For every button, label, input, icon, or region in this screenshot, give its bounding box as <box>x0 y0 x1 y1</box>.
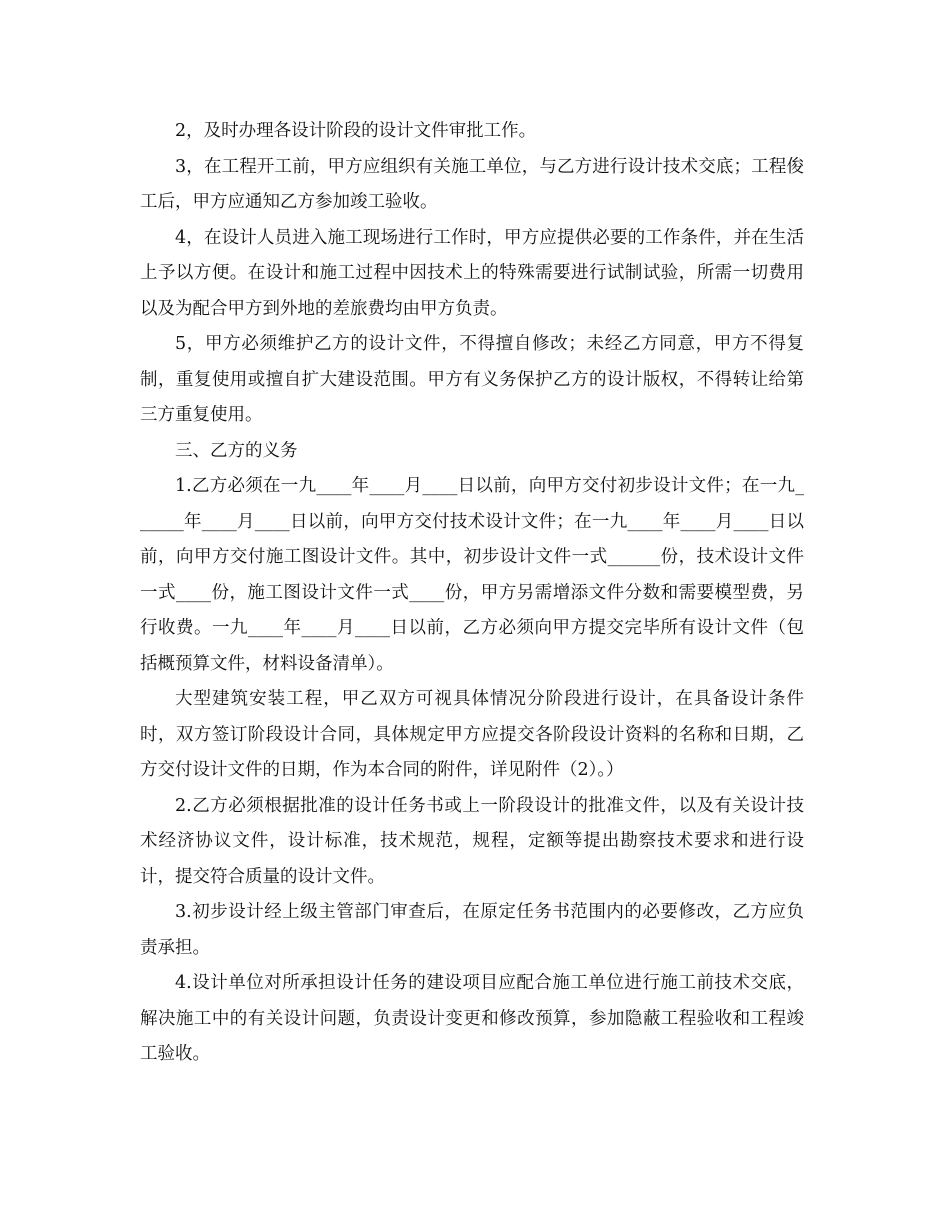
clause-2-approval: 2，及时办理各设计阶段的设计文件审批工作。 <box>175 121 537 141</box>
clause-b3-revisions: 3.初步设计经上级主管部门审查后，在原定任务书范围内的必要修改，乙方应负责承担。 <box>140 902 804 958</box>
clause-b2-design-basis: 2.乙方必须根据批准的设计任务书或上一阶段设计的批准文件，以及有关设计技术经济协议文件，设计标准，技术规范，规程，定额等提出勘察技术要求和进行设计，提交符合质量的设计文件。 <box>140 795 804 887</box>
section-heading-party-b-obligations: 三、乙方的义务 <box>175 440 298 461</box>
clause-b1-delivery-schedule: 1.乙方必须在一九____年____月____日以前，向甲方交付初步设计文件；在一九______年____月____日以前，向甲方交付技术设计文件；在一九____年____月____日以前，向甲方交付施工图设计文件。其中，初步设计文件一式______份，技术设计文件一式____份，施工图设计文件一式____份，甲方另需增添文件分数和需要模型费，另行收费。一九____年____月____日以前，乙方必须向甲方提交完毕所有设计文件（包括概预算文件，材料设备清单）。 <box>140 476 804 674</box>
document-body <box>140 114 804 1073</box>
clause-large-projects: 大型建筑安装工程，甲乙双方可视具体情况分阶段进行设计，在具备设计条件时，双方签订阶段设计合同，具体规定甲方应提交各阶段设计资料的名称和日期，乙方交付设计文件的日期，作为本合同的附件，详见附件（2）。） <box>140 689 804 780</box>
clause-5-copyright: 5，甲方必须维护乙方的设计文件，不得擅自修改；未经乙方同意，甲方不得复制，重复使用或擅自扩大建设范围。甲方有义务保护乙方的设计版权，不得转让给第三方重复使用。 <box>140 334 804 425</box>
clause-b4-construction-support: 4.设计单位对所承担设计任务的建设项目应配合施工单位进行施工前技术交底，解决施工中的有关设计问题，负责设计变更和修改预算，参加隐蔽工程验收和工程竣工验收。 <box>140 973 804 1064</box>
clause-4-site-conditions: 4，在设计人员进入施工现场进行工作时，甲方应提供必要的工作条件，并在生活上予以方便。在设计和施工过程中因技术上的特殊需要进行试制试验，所需一切费用以及为配合甲方到外地的差旅费均由甲方负责。 <box>140 227 804 319</box>
clause-3-technical-briefing: 3，在工程开工前，甲方应组织有关施工单位，与乙方进行设计技术交底；工程俊工后，甲方应通知乙方参加竣工验收。 <box>140 156 804 212</box>
